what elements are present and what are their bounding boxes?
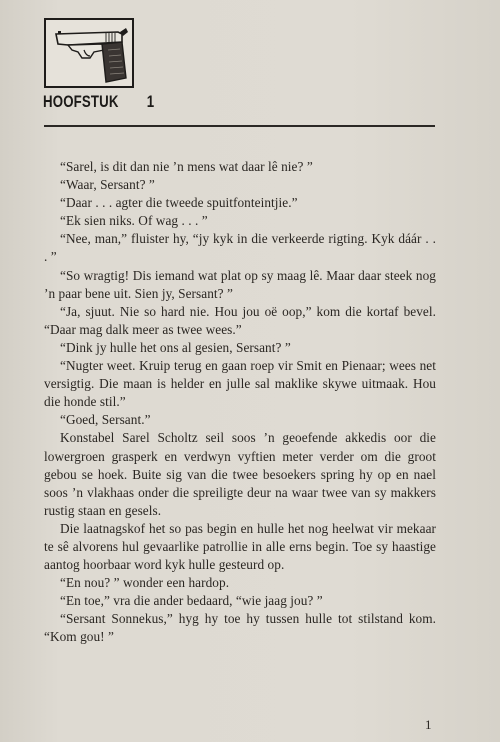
- paragraph: “Sarel, is dit dan nie ’n mens wat daar lê nie? ”: [60, 159, 313, 174]
- chapter-body: [44, 158, 436, 647]
- paragraph: “So wragtig! Dis iemand wat plat op sy maag lê. Maar daar steek nog ’n paar bene uit. Sien jy, Sersant? ”: [44, 267, 436, 301]
- paragraph: Die laatnagskof het so pas begin en hulle het nog heelwat vir mekaar te sê alvorens hul gevaarlike patrollie in alle erns begin. Toe sy haastige aantog hoorbaar word kyk hulle gesteurd op.: [44, 520, 436, 573]
- paragraph: “Nugter weet. Kruip terug en gaan roep vir Smit en Pienaar; wees net versigtig. Die maan is helder en julle sal maklike skywe uitmaak. Hou die honde stil.”: [44, 358, 436, 410]
- paragraph: “Sersant Sonnekus,” hyg hy toe hy tussen hulle tot stilstand kom. “Kom gou! ”: [44, 611, 436, 645]
- heading-rule: [44, 125, 435, 127]
- paragraph: “En toe,” vra die ander bedaard, “wie jaag jou? ”: [60, 593, 323, 609]
- paragraph: “Daar . . . agter die tweede spuitfonteintjie.”: [60, 195, 298, 211]
- page-number: 1: [425, 717, 432, 732]
- pistol-icon: [46, 20, 132, 86]
- paragraph: “Dink jy hulle het ons al gesien, Sersant? ”: [60, 339, 291, 355]
- paragraph: “Goed, Sersant.”: [60, 412, 151, 428]
- paragraph: “Ek sien niks. Of wag . . . ”: [60, 213, 208, 229]
- paragraph: “Nee, man,” fluister hy, “jy kyk in die verkeerde rigting. Kyk dáár . . . ”: [44, 231, 436, 265]
- paragraph: “Ja, sjuut. Nie so hard nie. Hou jou oë oop,” kom die kortaf bevel. “Daar mag dalk meer as twee wees.”: [44, 303, 436, 337]
- paragraph: Konstabel Sarel Scholtz seil soos ’n geoefende akkedis oor die lowergroen grasperk en verdwyn vyftien meter verder om die groot gebou se hoek. Buite sig van die twee besoekers spring hy op en nael soos ’n vlakhaas onder die spreiligte deur na waar twee van sy makkers rustig staan en gesels.: [44, 430, 436, 518]
- chapter-label: HOOFSTUK: [43, 92, 119, 111]
- paragraph: “En nou? ” wonder een hardop.: [60, 575, 230, 591]
- pistol-emblem: [44, 18, 134, 88]
- paragraph: “Waar, Sersant? ”: [60, 177, 155, 193]
- chapter-heading: [43, 92, 154, 112]
- chapter-number: 1: [146, 92, 155, 111]
